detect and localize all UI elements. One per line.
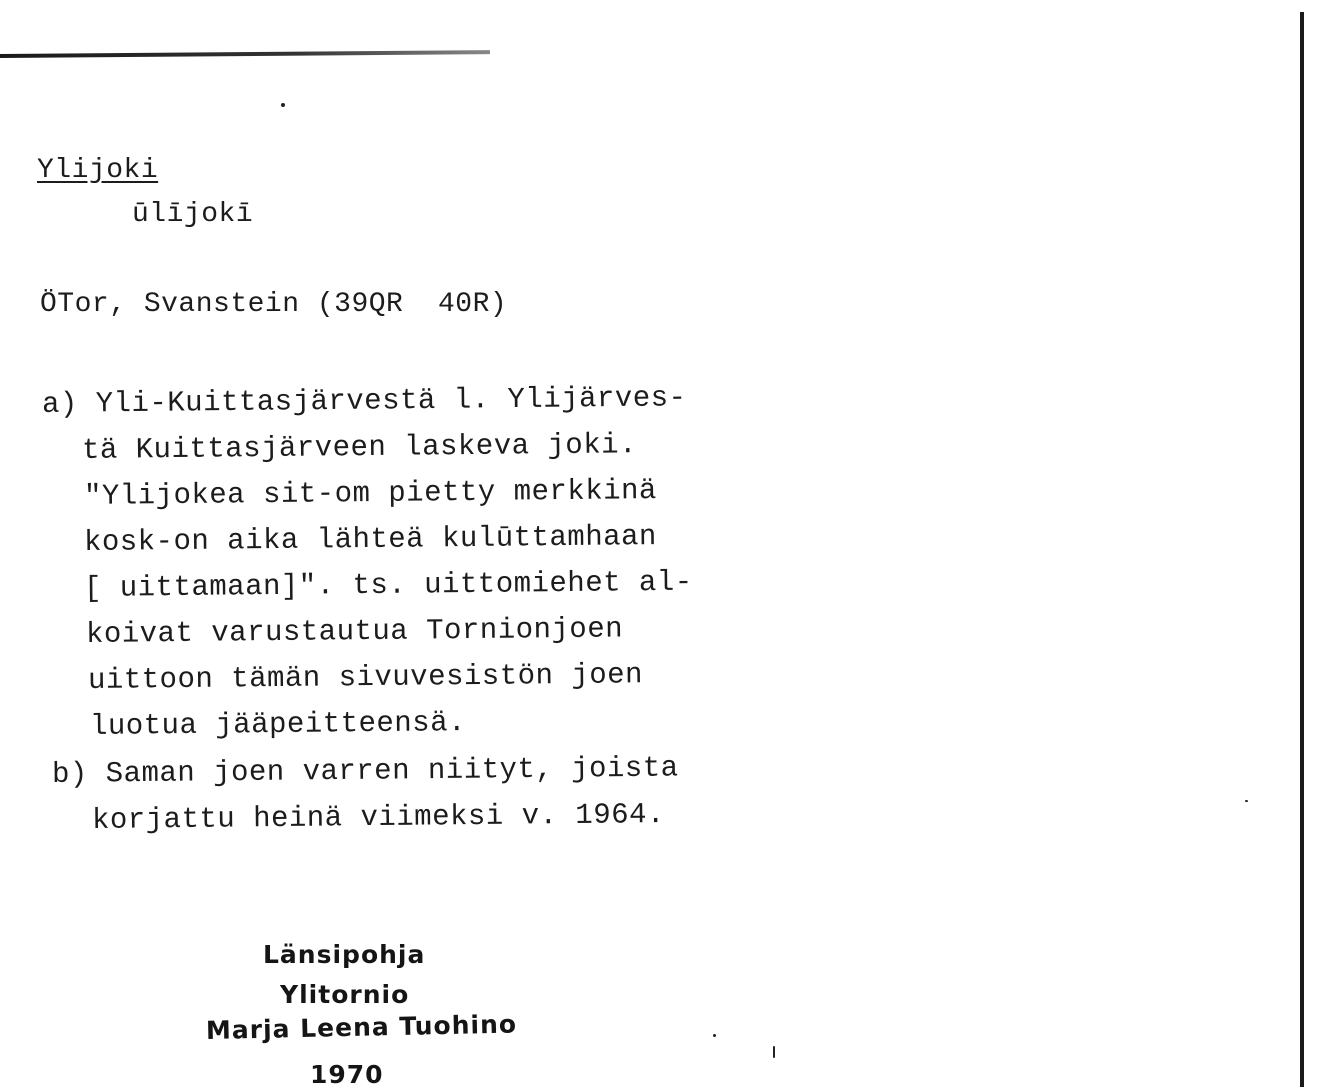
right-edge-line	[1300, 12, 1304, 1087]
definition-line: luotua jääpeitteensä.	[89, 706, 467, 743]
definition-line: tä Kuittasjärveen laskeva joki.	[81, 428, 638, 467]
definition-line: korjattu heinä viimeksi v. 1964.	[91, 798, 666, 837]
pronunciation: ūlījokī	[132, 199, 254, 230]
definition-line: uittoon tämän sivuvesistön joen	[87, 658, 644, 697]
ink-speck	[1245, 800, 1248, 802]
stamp-collector: Marja Leena Tuohino	[205, 1009, 518, 1045]
ink-speck	[773, 1046, 775, 1058]
definition-line: kosk-on aika lähteä kulūttamhaan	[83, 520, 658, 559]
stamp-region: Länsipohja	[263, 940, 426, 969]
definition-line: a) Yli-Kuittasjärvestä l. Ylijärves-	[41, 381, 687, 421]
definition-line: b) Saman joen varren niityt, joista	[51, 751, 679, 791]
definition-line: "Ylijokea sit-om pietty merkkinä	[83, 474, 658, 513]
stamp-year: 1970	[310, 1060, 384, 1089]
headword: Ylijoki	[37, 155, 159, 186]
stamp-parish: Ylitornio	[280, 980, 410, 1009]
definition-line: [ uittamaan]". ts. uittomiehet al-	[83, 565, 693, 605]
top-rule-line	[0, 50, 490, 58]
ink-speck	[713, 1034, 716, 1037]
definition-line: koivat varustautua Tornionjoen	[85, 612, 624, 651]
ink-speck	[281, 103, 285, 107]
source-line: ÖTor, Svanstein (39QR 40R)	[40, 289, 508, 320]
